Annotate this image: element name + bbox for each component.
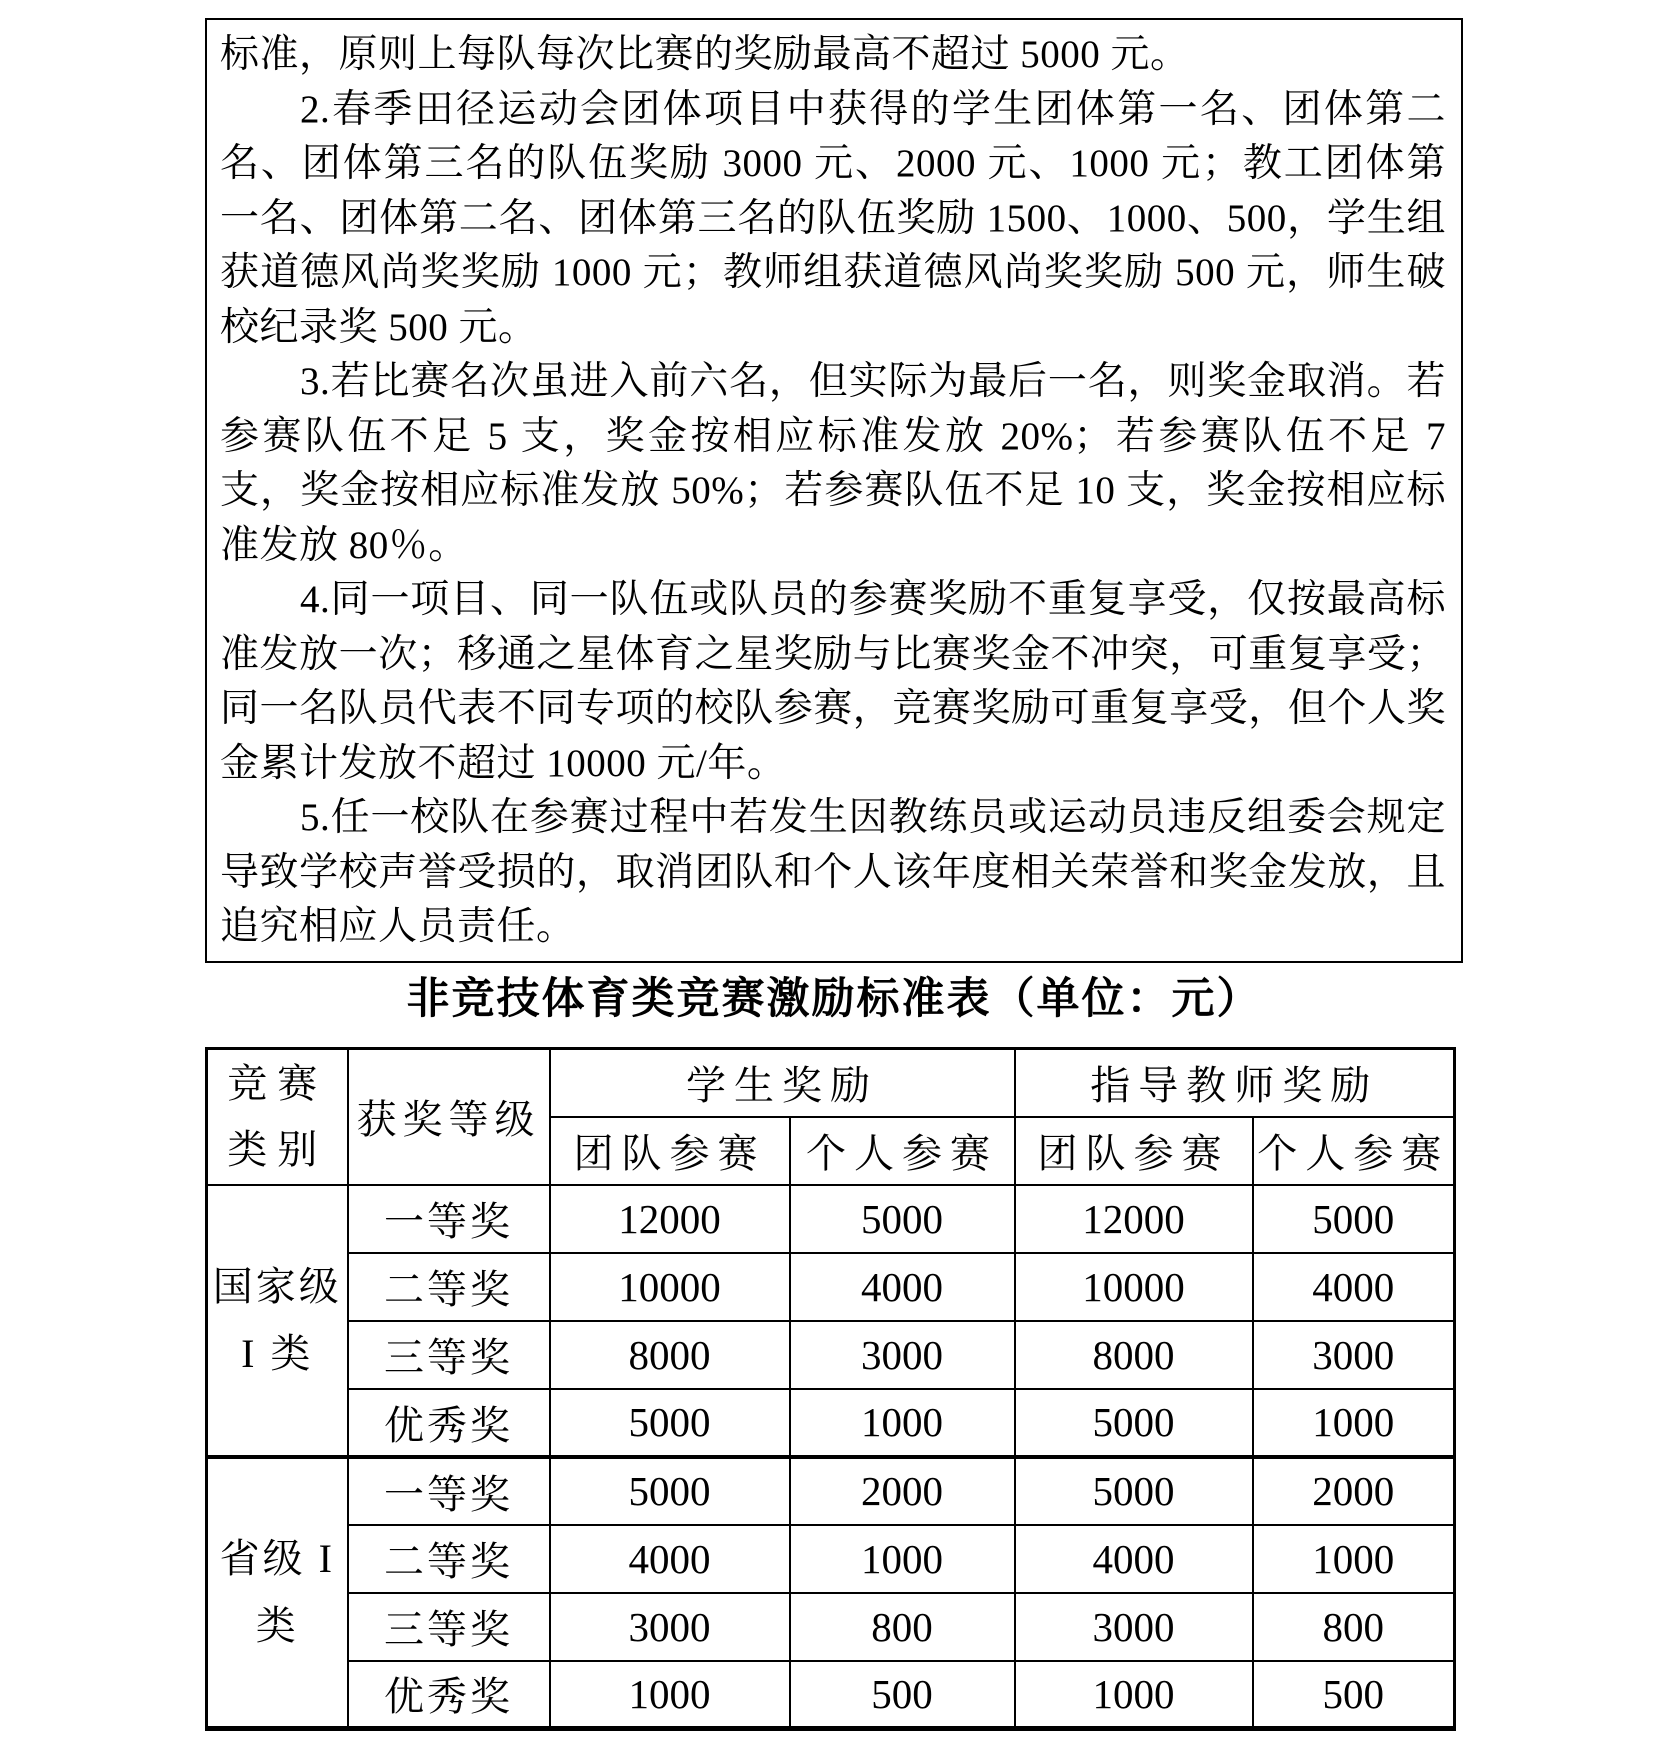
table-title: 非竞技体育类竞赛激励标准表（单位：元） <box>406 976 1262 1023</box>
table-header-row-1 <box>207 1049 1455 1117</box>
value-cell: 5000 <box>1015 1389 1253 1457</box>
value-cell: 1000 <box>1253 1525 1455 1593</box>
table-row <box>207 1253 1455 1321</box>
value-cell: 800 <box>1253 1593 1455 1661</box>
value-cell: 800 <box>790 1593 1015 1661</box>
table-row <box>207 1661 1455 1729</box>
value-cell: 2000 <box>790 1457 1015 1525</box>
table-row <box>207 1525 1455 1593</box>
reward-table <box>205 1047 1456 1731</box>
paragraph-continuation: 标准，原则上每队每次比赛的奖励最高不超过 5000 元。 <box>220 33 1190 76</box>
value-cell: 10000 <box>550 1253 790 1321</box>
value-cell: 10000 <box>1015 1253 1253 1321</box>
level-cell: 三等奖 <box>348 1321 550 1389</box>
level-cell: 三等奖 <box>348 1593 550 1661</box>
value-cell: 1000 <box>790 1389 1015 1457</box>
level-cell: 一等奖 <box>348 1185 550 1253</box>
paragraph-item-3: 3.若比赛名次虽进入前六名，但实际为最后一名，则奖金取消。若参赛队伍不足 5 支，奖金按相应标准发放 20%；若参赛队伍不足 7 支，奖金按相应标准发放 50%；若参赛队伍不足 10 支，奖金按相应标准发放 80％。 <box>220 360 1446 567</box>
value-cell: 5000 <box>790 1185 1015 1253</box>
value-cell: 500 <box>1253 1661 1455 1729</box>
level-cell: 二等奖 <box>348 1253 550 1321</box>
table-row <box>207 1389 1455 1457</box>
header-student-group-cell: 学生奖励 <box>550 1049 1015 1117</box>
paragraph-item-2: 2.春季田径运动会团体项目中获得的学生团体第一名、团体第二名、团体第三名的队伍奖励 3000 元、2000 元、1000 元；教工团体第一名、团体第二名、团体第三名的队伍奖励 1500、1000、500，学生组获道德风尚奖奖励 1000 元；教师组获道德风尚奖奖励 500 元，师生破校纪录奖 500 元。 <box>220 87 1446 349</box>
level-cell: 一等奖 <box>348 1457 550 1525</box>
category-cell-provincial: 省级 I 类 <box>207 1457 348 1729</box>
value-cell: 3000 <box>790 1321 1015 1389</box>
table-row <box>207 1321 1455 1389</box>
header-subcol-cell: 个人参赛 <box>1253 1117 1455 1185</box>
value-cell: 4000 <box>1253 1253 1455 1321</box>
level-cell: 优秀奖 <box>348 1389 550 1457</box>
table-row <box>207 1185 1455 1253</box>
value-cell: 12000 <box>550 1185 790 1253</box>
header-subcol-cell: 个人参赛 <box>790 1117 1015 1185</box>
value-cell: 1000 <box>550 1661 790 1729</box>
table-row <box>207 1457 1455 1525</box>
value-cell: 1000 <box>790 1525 1015 1593</box>
value-cell: 1000 <box>1015 1661 1253 1729</box>
value-cell: 3000 <box>1253 1321 1455 1389</box>
value-cell: 12000 <box>1015 1185 1253 1253</box>
category-cell-national: 国家级 I 类 <box>207 1185 348 1457</box>
value-cell: 1000 <box>1253 1389 1455 1457</box>
value-cell: 4000 <box>550 1525 790 1593</box>
notes-box <box>205 18 1463 963</box>
level-cell: 优秀奖 <box>348 1661 550 1729</box>
value-cell: 5000 <box>550 1457 790 1525</box>
value-cell: 5000 <box>1253 1185 1455 1253</box>
level-cell: 二等奖 <box>348 1525 550 1593</box>
value-cell: 4000 <box>790 1253 1015 1321</box>
value-cell: 8000 <box>550 1321 790 1389</box>
header-subcol-cell: 团队参赛 <box>1015 1117 1253 1185</box>
value-cell: 2000 <box>1253 1457 1455 1525</box>
table-row <box>207 1593 1455 1661</box>
value-cell: 5000 <box>1015 1457 1253 1525</box>
value-cell: 500 <box>790 1661 1015 1729</box>
header-teacher-group-cell: 指导教师奖励 <box>1015 1049 1455 1117</box>
header-level-cell: 获奖等级 <box>348 1049 550 1185</box>
value-cell: 4000 <box>1015 1525 1253 1593</box>
header-subcol-cell: 团队参赛 <box>550 1117 790 1185</box>
value-cell: 3000 <box>550 1593 790 1661</box>
value-cell: 8000 <box>1015 1321 1253 1389</box>
value-cell: 3000 <box>1015 1593 1253 1661</box>
paragraph-item-4: 4.同一项目、同一队伍或队员的参赛奖励不重复享受，仅按最高标准发放一次；移通之星体育之星奖励与比赛奖金不冲突，可重复享受；同一名队员代表不同专项的校队参赛，竞赛奖励可重复享受，但个人奖金累计发放不超过 10000 元/年。 <box>220 578 1446 785</box>
header-category-cell: 竞赛类别 <box>207 1049 348 1185</box>
value-cell: 5000 <box>550 1389 790 1457</box>
paragraph-item-5: 5.任一校队在参赛过程中若发生因教练员或运动员违反组委会规定导致学校声誉受损的，取消团队和个人该年度相关荣誉和奖金发放，且追究相应人员责任。 <box>220 796 1446 948</box>
